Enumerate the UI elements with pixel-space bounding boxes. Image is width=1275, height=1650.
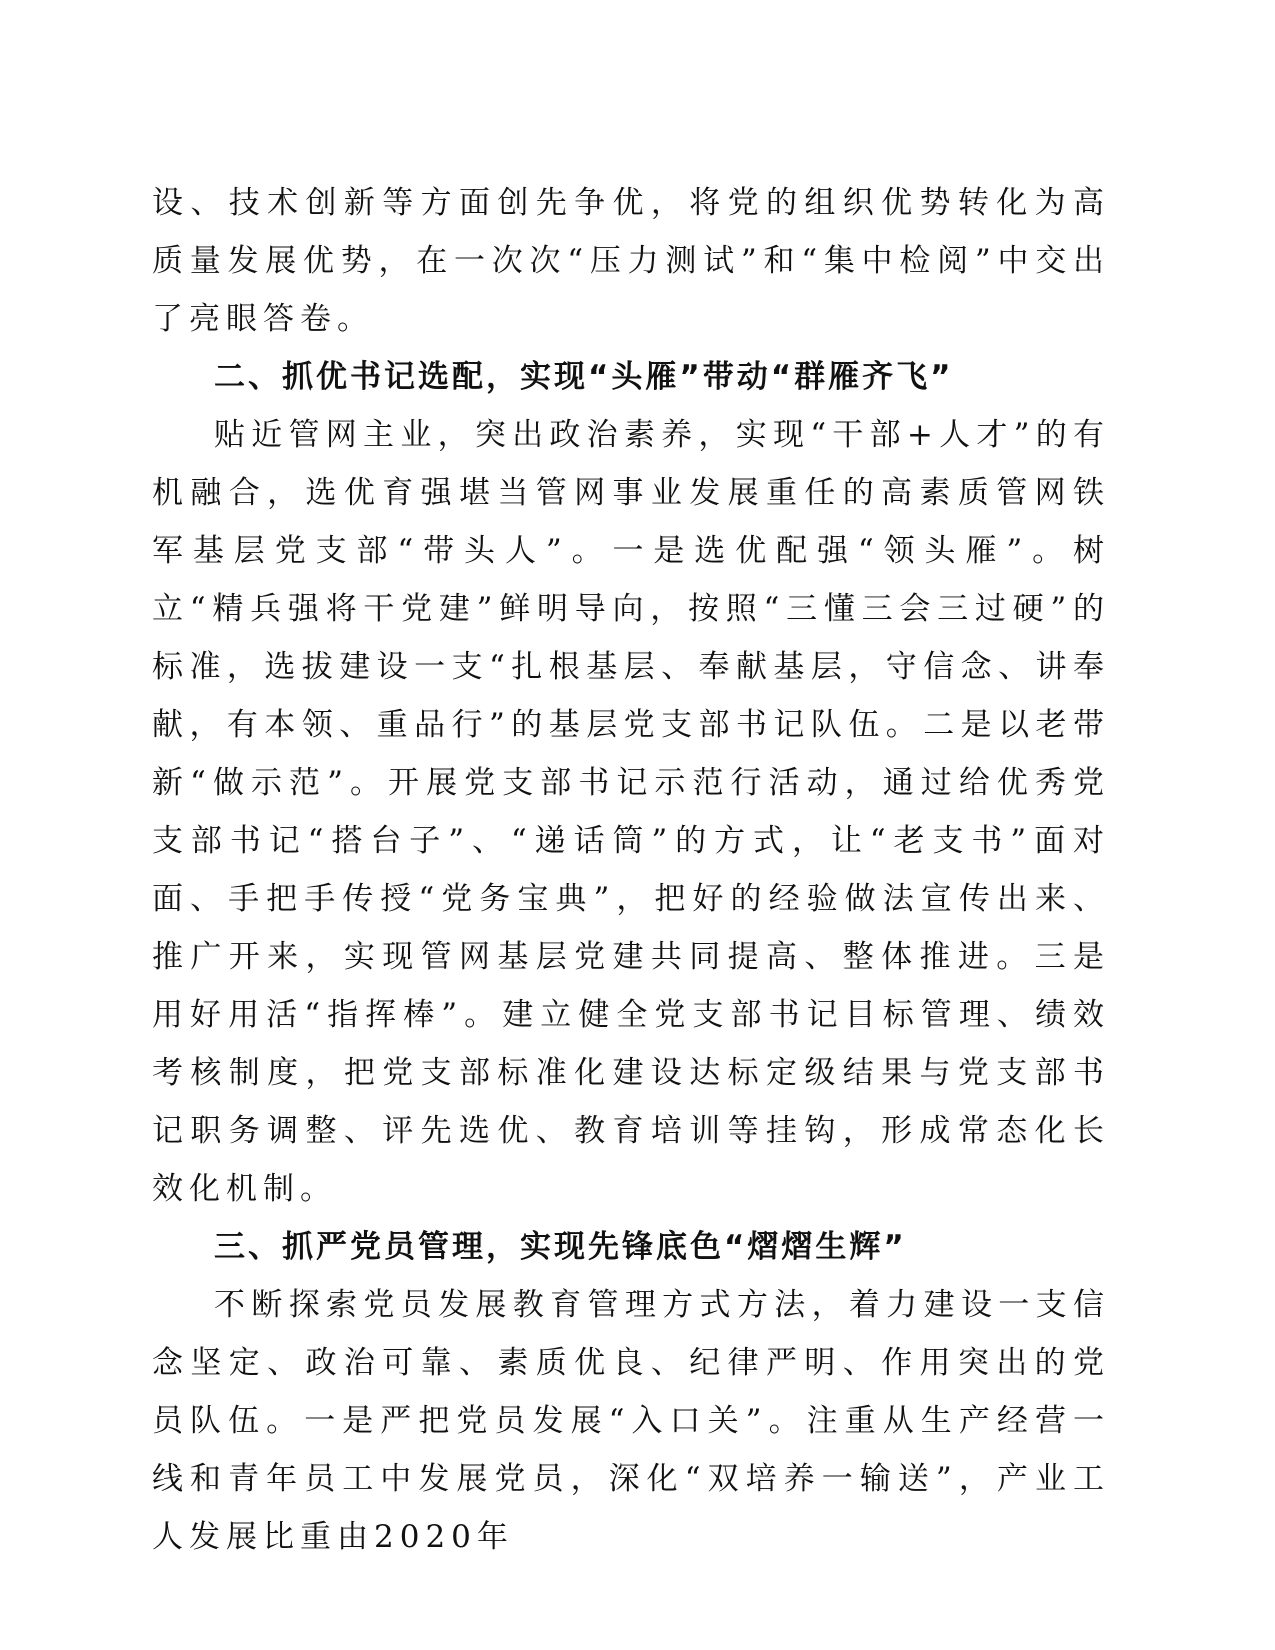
paragraph-section-3: 不断探索党员发展教育管理方式方法，着力建设一支信念坚定、政治可靠、素质优良、纪律严明、作用突出的党员队伍。一是严把党员发展“入口关”。注重从生产经营一线和青年员工中发展党员，深化“双培养一输送”，产业工人发展比重由2020年 — [152, 1287, 1110, 1555]
paragraph-section-2: 贴近管网主业，突出政治素养，实现“干部+人才”的有机融合，选优育强堪当管网事业发展重任的高素质管网铁军基层党支部“带头人”。一是选优配强“领头雁”。树立“精兵强将干党建”鲜明导向，按照“三懂三会三过硬”的标准，选拔建设一支“扎根基层、奉献基层，守信念、讲奉献，有本领、重品行”的基层党支部书记队伍。二是以老带新“做示范”。开展党支部书记示范行活动，通过给优秀党支部书记“搭台子”、“递话筒”的方式，让“老支书”面对面、手把手传授“党务宝典”，把好的经验做法宣传出来、推广开来，实现管网基层党建共同提高、整体推进。三是用好用活“指挥棒”。建立健全党支部书记目标管理、绩效考核制度，把党支部标准化建设达标定级结果与党支部书记职务调整、评先选优、教育培训等挂钩，形成常态化长效化机制。 — [152, 417, 1110, 1207]
document-body — [152, 174, 1110, 1566]
paragraph-continuation: 设、技术创新等方面创先争优，将党的组织优势转化为高质量发展优势，在一次次“压力测试”和“集中检阅”中交出了亮眼答卷。 — [152, 185, 1110, 337]
section-heading-2: 二、抓优书记选配，实现“头雁”带动“群雁齐飞” — [214, 359, 954, 395]
section-heading-3: 三、抓严党员管理，实现先锋底色“熠熠生辉” — [214, 1229, 907, 1265]
